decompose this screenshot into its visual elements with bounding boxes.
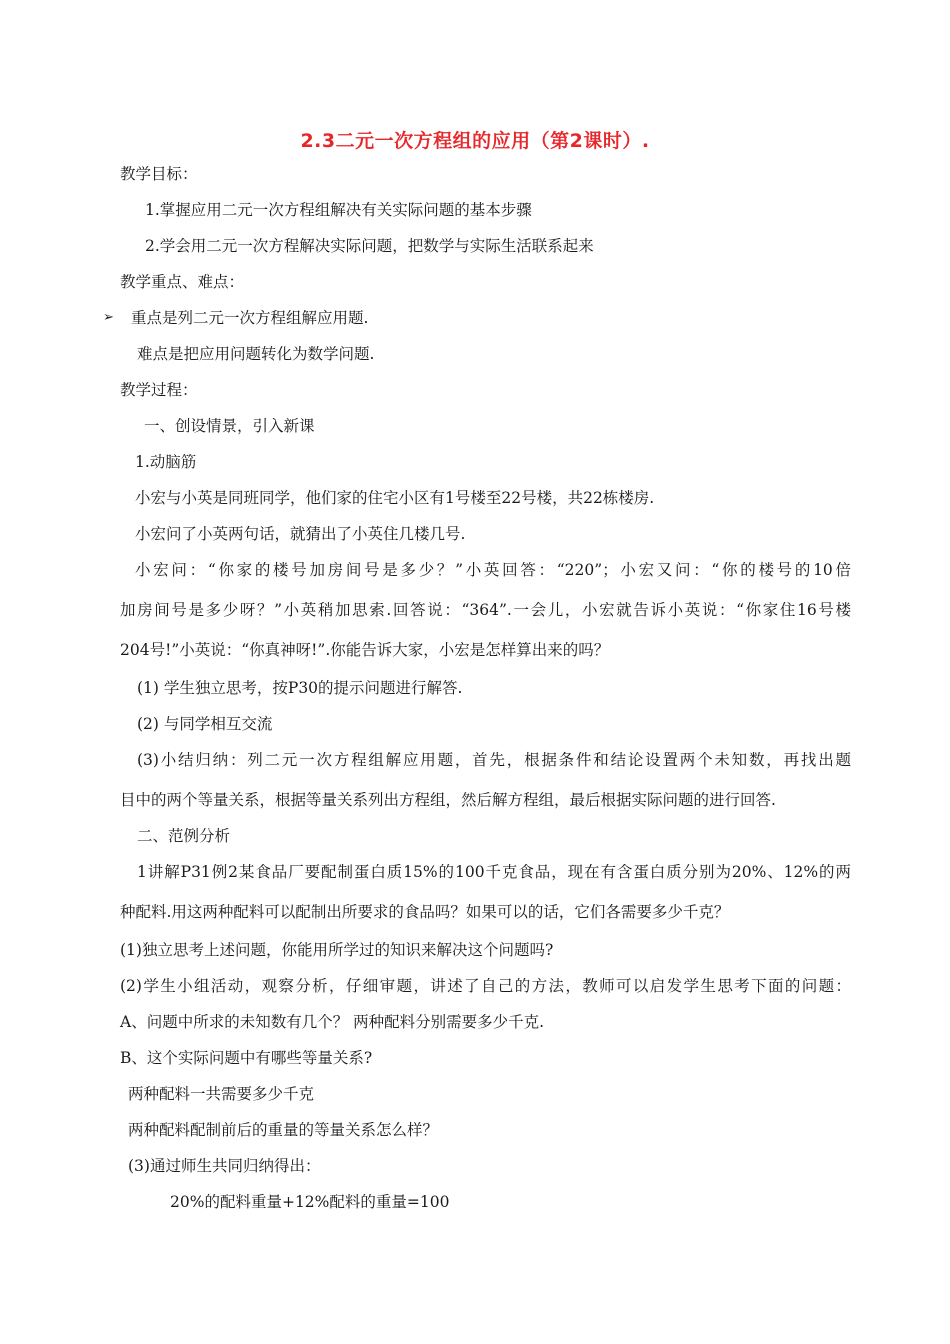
text-line: 小宏问了小英两句话，就猜出了小英住几楼几号.	[135, 525, 466, 543]
text-line: 二、范例分析	[137, 827, 231, 845]
text-line: 一、创设情景，引入新课	[144, 417, 315, 435]
text-line: 难点是把应用问题转化为数学问题.	[137, 345, 375, 363]
text-line: (1) 学生独立思考，按P30的提示问题进行解答.	[137, 679, 463, 697]
text-line: 加房间号是多少呀？”小英稍加思索.回答说：“364”.一会儿，小宏就告诉小英说：“你家住16号楼	[120, 601, 851, 619]
text-line: 教学重点、难点：	[120, 273, 245, 291]
text-line: 目中的两个等量关系，根据等量关系列出方程组，然后解方程组，最后根据实际问题的进行回答.	[120, 791, 776, 809]
text-line: A、问题中所求的未知数有几个？ 两种配料分别需要多少千克.	[120, 1013, 545, 1031]
text-line: (2) 与同学相互交流	[137, 715, 273, 733]
text-line: 204号!”小英说：“你真神呀!”.你能告诉大家，小宏是怎样算出来的吗？	[120, 641, 610, 659]
text-line: 重点是列二元一次方程组解应用题.	[131, 309, 369, 327]
text-line: 两种配料一共需要多少千克	[128, 1085, 315, 1103]
text-line: 2.学会用二元一次方程解决实际问题，把数学与实际生活联系起来	[145, 237, 594, 255]
text-line: (3)通过师生共同归纳得出：	[128, 1157, 321, 1175]
text-line: 小宏问：“你家的楼号加房间号是多少？”小英回答：“220”；小宏又问：“你的楼号的10倍	[135, 561, 851, 579]
page-title: 2.3二元一次方程组的应用（第2课时）.	[300, 130, 650, 152]
text-line: (2)学生小组活动，观察分析，仔细审题，讲述了自己的方法，教师可以启发学生思考下面的问题：	[120, 977, 851, 995]
text-line: (1)独立思考上述问题，你能用所学过的知识来解决这个问题吗?	[120, 941, 554, 959]
text-line: 小宏与小英是同班同学，他们家的住宅小区有1号楼至22号楼，共22栋楼房.	[135, 489, 655, 507]
text-line: 教学过程：	[120, 381, 198, 399]
text-line: 1讲解P31例2某食品厂要配制蛋白质15%的100千克食品，现在有含蛋白质分别为20%、12%的两	[137, 863, 851, 881]
text-line: 两种配料配制前后的重量的等量关系怎么样？	[128, 1121, 439, 1139]
text-line: (3)小结归纳：列二元一次方程组解应用题，首先，根据条件和结论设置两个未知数，再找出题	[137, 751, 851, 769]
text-line: B、这个实际问题中有哪些等量关系?	[120, 1049, 373, 1067]
text-line: 1.掌握应用二元一次方程组解决有关实际问题的基本步骤	[145, 201, 532, 219]
arrow-bullet-icon: ➢	[103, 310, 114, 325]
text-line: 20%的配料重量+12%配料的重量=100	[170, 1193, 450, 1211]
text-line: 教学目标：	[120, 165, 198, 183]
text-line: 1.动脑筋	[135, 453, 197, 471]
text-line: 种配料.用这两种配料可以配制出所要求的食品吗？如果可以的话，它们各需要多少千克？	[120, 903, 730, 921]
